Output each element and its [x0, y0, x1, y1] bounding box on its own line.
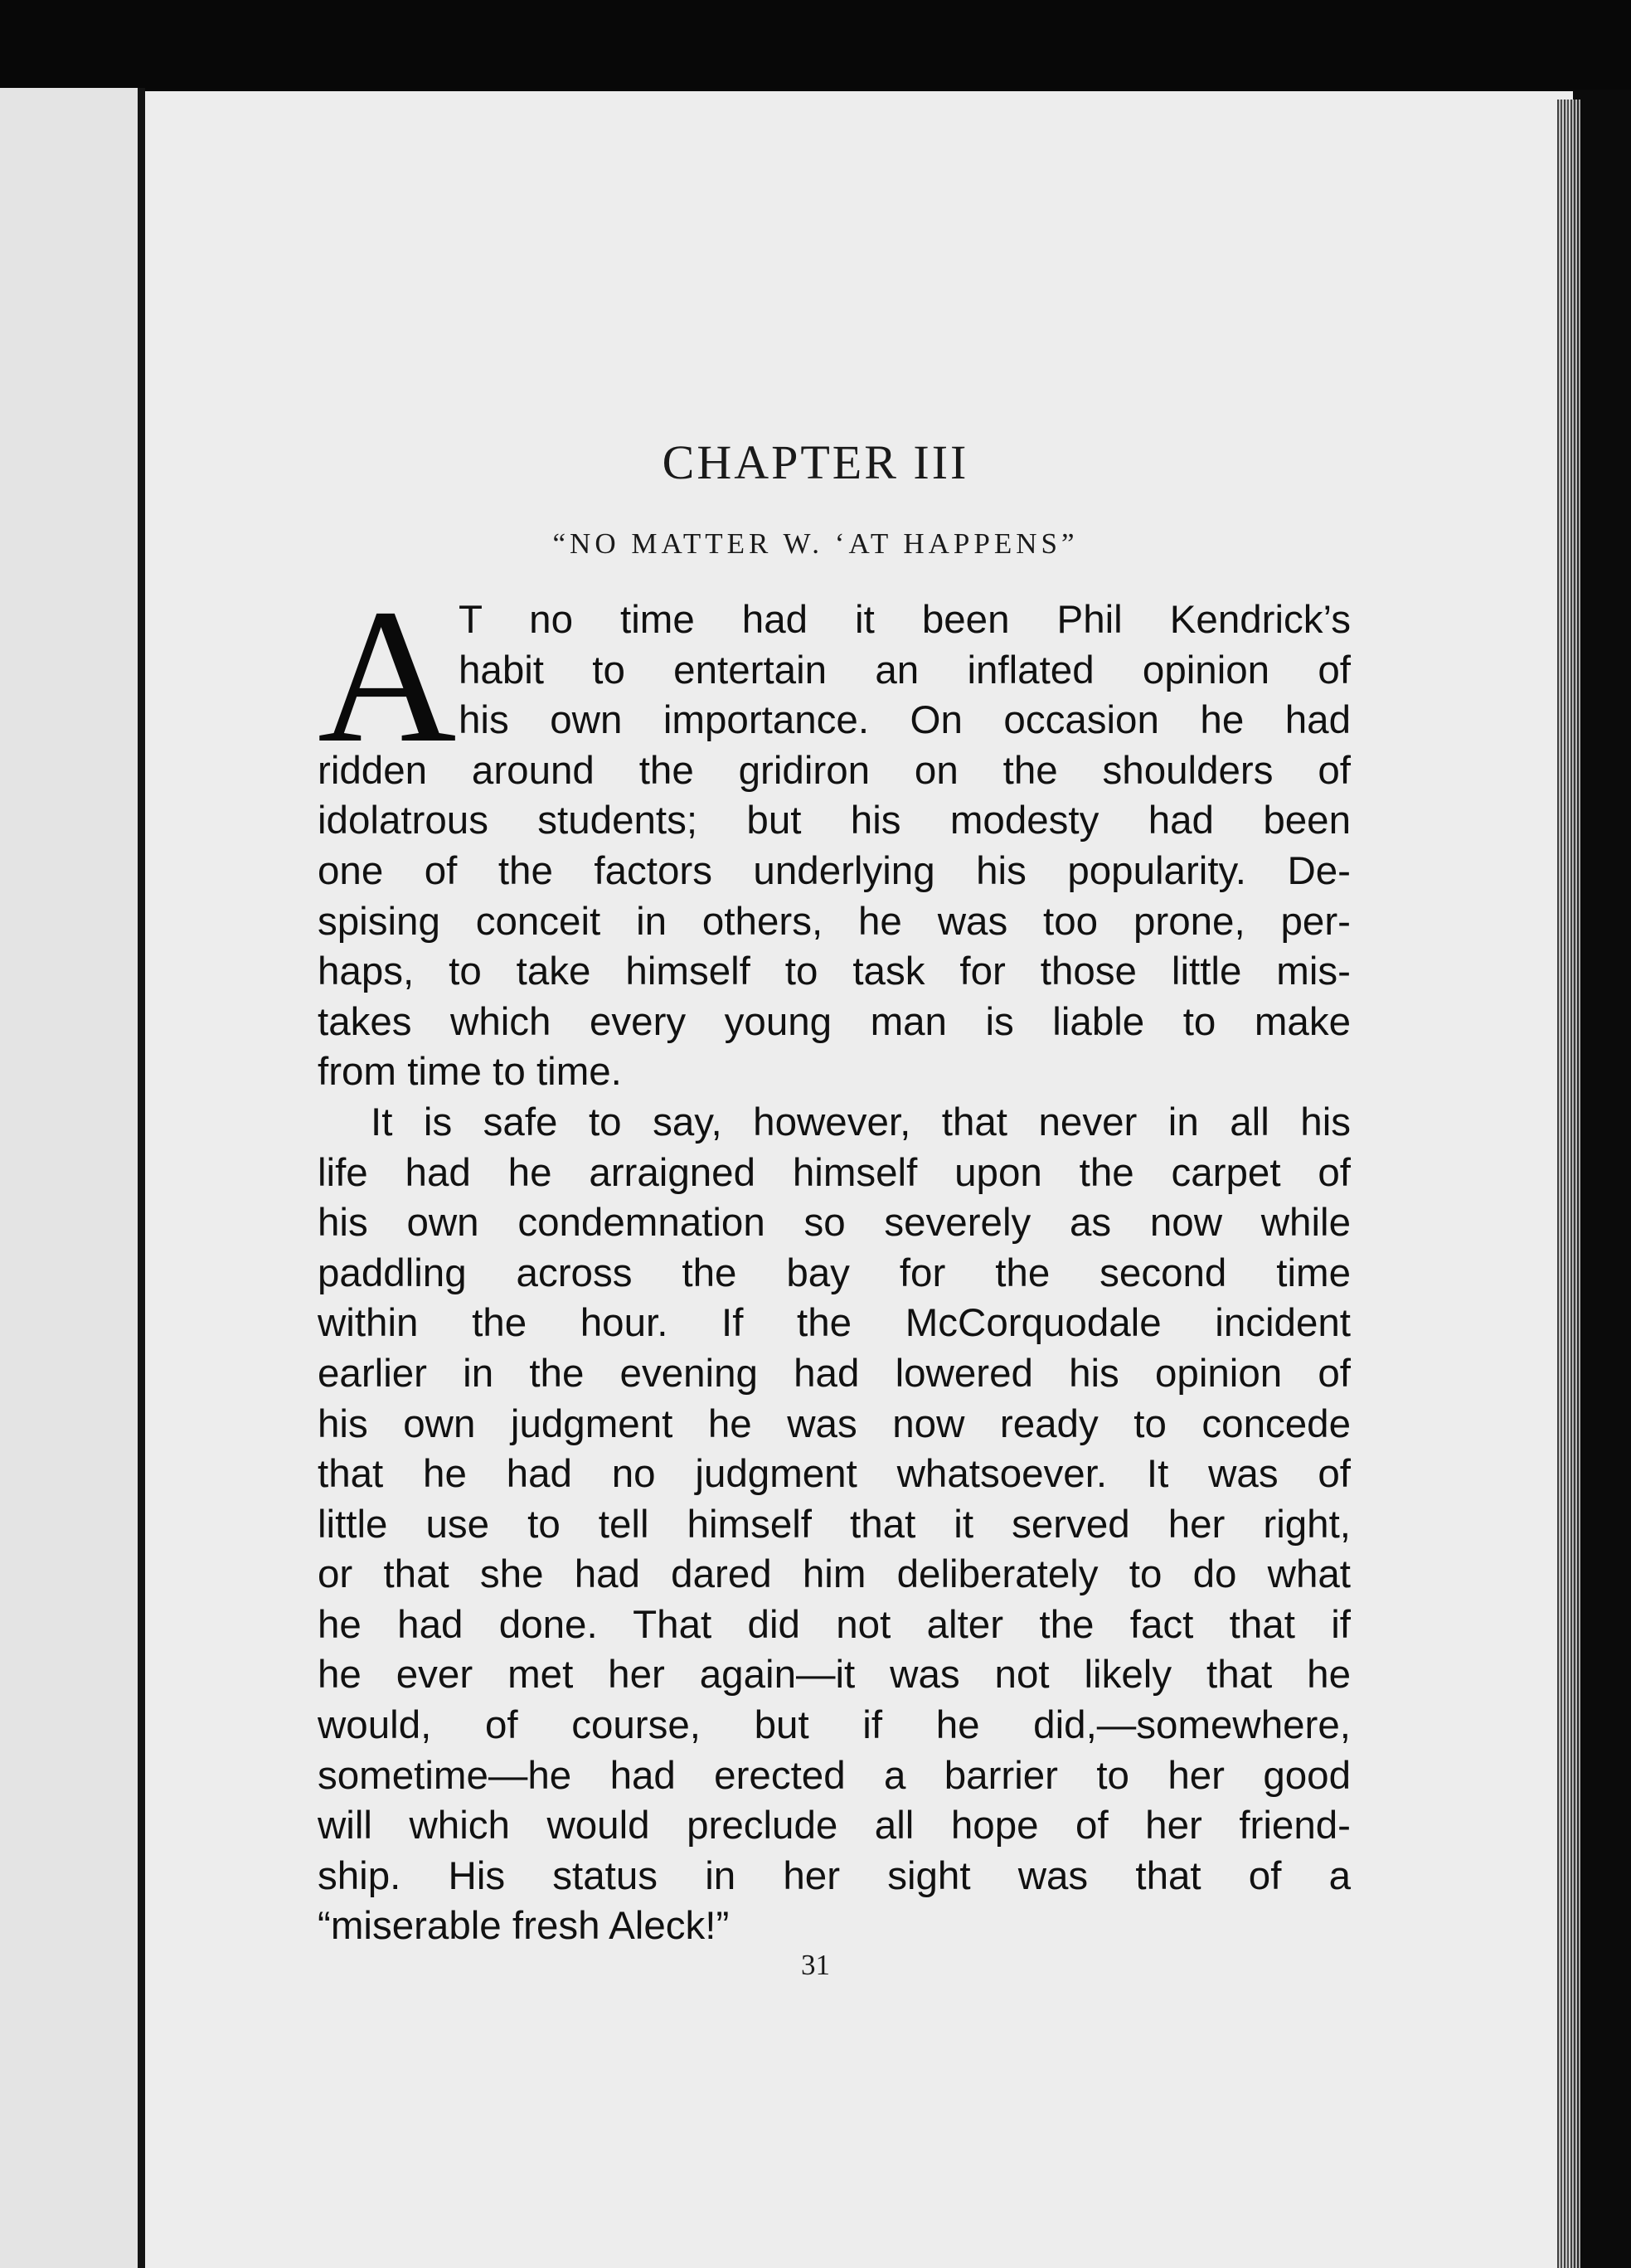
- page-number: 31: [801, 1949, 830, 1981]
- scan-top-border: [0, 0, 1631, 90]
- text-line: or that she had dared him deliberately to do what: [318, 1552, 1351, 1597]
- text-line: idolatrous students; but his modesty had been: [318, 799, 1351, 843]
- text-line: T no time had it been Phil Kendrick’s: [459, 598, 1351, 642]
- text-line: paddling across the bay for the second time: [318, 1251, 1351, 1295]
- body-text: [318, 570, 1351, 1952]
- binding-gutter: [138, 88, 145, 2268]
- text-line: from time to time.: [318, 1050, 622, 1095]
- text-line: It is safe to say, however, that never in all his: [371, 1100, 1351, 1144]
- page-stack-edge: [1557, 100, 1580, 2268]
- text-line: would, of course, but if he did,—somewhere,: [318, 1703, 1351, 1748]
- scan-right-border: [1580, 90, 1631, 2268]
- drop-cap: A: [318, 570, 457, 783]
- text-line: ridden around the gridiron on the shoulders of: [318, 748, 1351, 793]
- text-line: habit to entertain an inflated opinion of: [459, 648, 1351, 692]
- chapter-subtitle: “NO MATTER W. ‘AT HAPPENS”: [552, 527, 1079, 560]
- text-line: within the hour. If the McCorquodale incident: [318, 1301, 1351, 1346]
- text-line: takes which every young man is liable to make: [318, 999, 1351, 1044]
- facing-page-edge: [0, 88, 143, 2268]
- text-line: sometime—he had erected a barrier to her good: [318, 1753, 1351, 1798]
- text-line: will which would preclude all hope of her friend-: [318, 1804, 1351, 1848]
- text-line: haps, to take himself to task for those little mis-: [318, 949, 1351, 994]
- text-line: that he had no judgment whatsoever. It was of: [318, 1452, 1351, 1497]
- text-line: his own condemnation so severely as now while: [318, 1201, 1351, 1246]
- text-line: “miserable fresh Aleck!”: [318, 1904, 730, 1949]
- text-line: his own judgment he was now ready to concede: [318, 1401, 1351, 1446]
- text-line: earlier in the evening had lowered his opinion of: [318, 1351, 1351, 1396]
- text-line: life had he arraigned himself upon the carpet of: [318, 1150, 1351, 1195]
- text-line: little use to tell himself that it served her right,: [318, 1502, 1351, 1547]
- text-line: spising conceit in others, he was too prone, per-: [318, 899, 1351, 944]
- text-line: ship. His status in her sight was that of a: [318, 1853, 1351, 1898]
- text-line: he had done. That did not alter the fact that if: [318, 1602, 1351, 1647]
- text-line: his own importance. On occasion he had: [459, 698, 1351, 743]
- text-line: one of the factors underlying his popularity. De-: [318, 848, 1351, 893]
- text-line: he ever met her again—it was not likely that he: [318, 1653, 1351, 1697]
- chapter-title: CHAPTER III: [662, 435, 969, 489]
